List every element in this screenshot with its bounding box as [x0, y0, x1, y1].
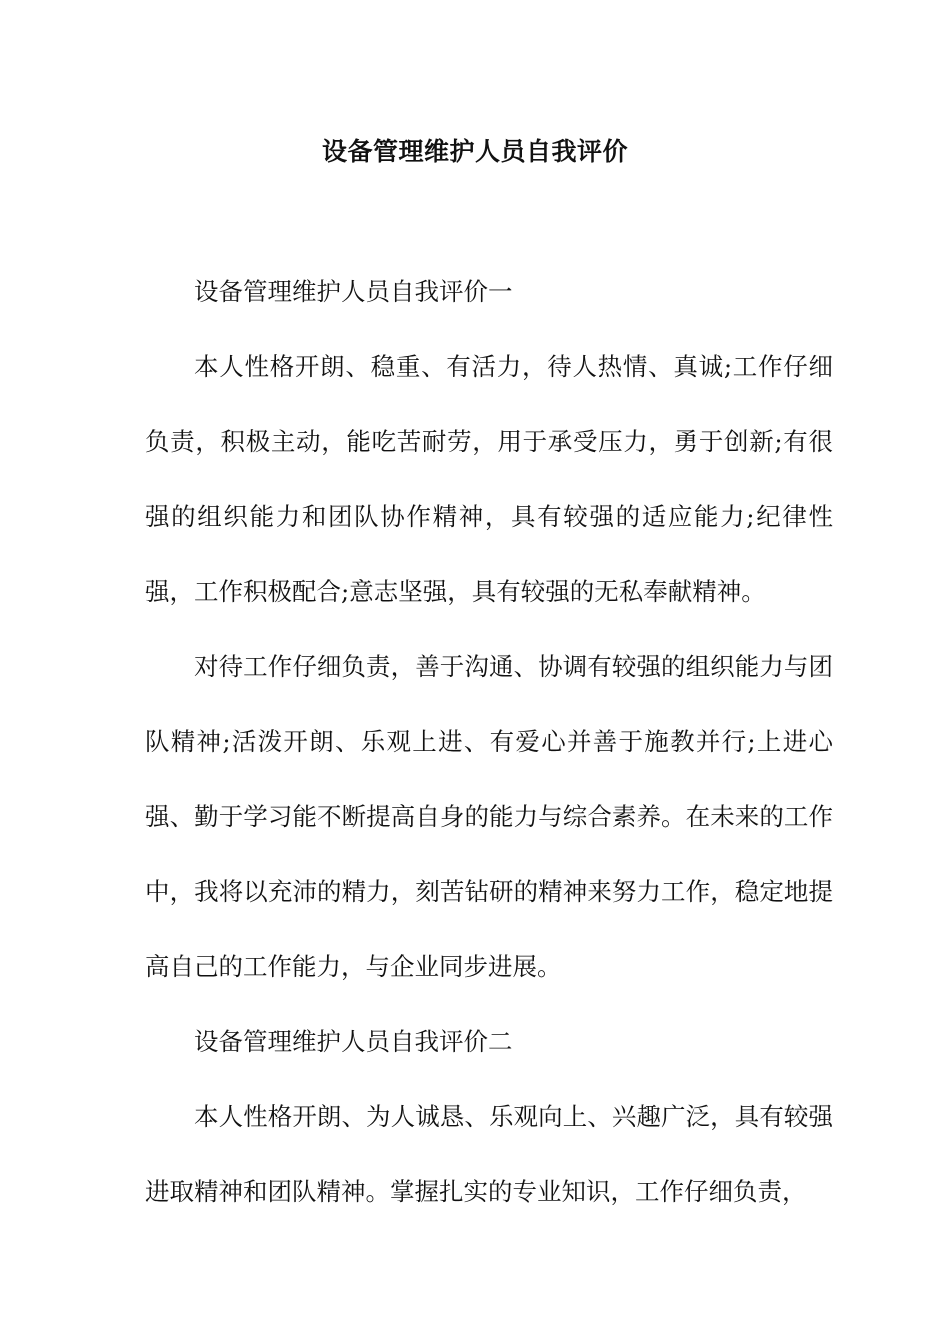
section-heading-1: 设备管理维护人员自我评价一 — [194, 277, 513, 306]
section-1-paragraph-1: 本人性格开朗、稳重、有活力，待人热情、真诚;工作仔细负责，积极主动，能吃苦耐劳，用于承受压力，勇于创新;有很强的组织能力和团队协作精神，具有较强的适应能力;纪律性强，工作积极配合;意志坚强，具有较强的无私奉献精神。 — [145, 352, 833, 606]
section-heading-2: 设备管理维护人员自我评价二 — [194, 1027, 513, 1056]
section-1-paragraph-2: 对待工作仔细负责，善于沟通、协调有较强的组织能力与团队精神;活泼开朗、乐观上进、有爱心并善于施教并行;上进心强、勤于学习能不断提高自身的能力与综合素养。在未来的工作中，我将以充沛的精力，刻苦钻研的精神来努力工作，稳定地提高自己的工作能力，与企业同步进展。 — [145, 652, 833, 981]
document-body — [145, 254, 833, 1229]
document-title: 设备管理维护人员自我评价 — [321, 137, 628, 166]
section-2-paragraph-1: 本人性格开朗、为人诚恳、乐观向上、兴趣广泛，具有较强进取精神和团队精神。掌握扎实的专业知识，工作仔细负责， — [145, 1102, 833, 1206]
